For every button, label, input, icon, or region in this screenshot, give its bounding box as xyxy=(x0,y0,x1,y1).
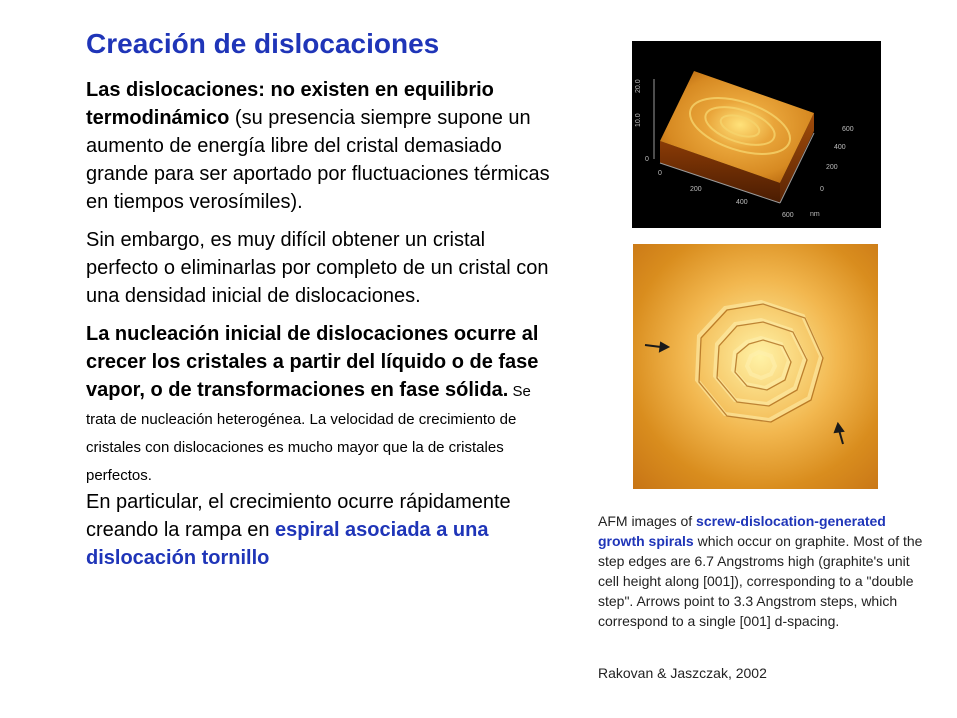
p4-normal: En particular, el crecimiento ocurre rápidamente creando la rampa en xyxy=(86,491,511,541)
credit-line: Rakovan & Jaszczak, 2002 xyxy=(598,665,767,681)
caption-pre: AFM images of xyxy=(598,513,697,529)
x-tick-3: 600 xyxy=(782,212,794,219)
x-tick-0: 0 xyxy=(658,170,662,177)
x-tick-2: 400 xyxy=(736,199,748,206)
p3-bold: La nucleación inicial de dislocaciones ocurre al crecer los cristales a partir del líquido o de fase vapor, o de transformaciones en fase sólida. xyxy=(86,323,539,401)
afm-3d-plot xyxy=(632,41,881,228)
y-tick-1: 200 xyxy=(826,164,838,171)
y-tick-3: 600 xyxy=(842,126,854,133)
body-text xyxy=(86,76,556,572)
paragraph-1 xyxy=(86,76,556,216)
paragraph-2: Sin embargo, es muy difícil obtener un cristal perfecto o eliminarlas por completo de un cristal con una densidad inicial de dislocaciones. xyxy=(86,229,549,307)
z-tick-1: 10.0 xyxy=(635,113,642,127)
x-unit: nm xyxy=(810,211,820,218)
p1-bold: Las dislocaciones: no existen en equilibrio termodinámico xyxy=(86,79,494,129)
spiral-steps xyxy=(633,244,878,489)
z-tick-0: 0 xyxy=(645,156,649,163)
z-tick-2: 20.0 xyxy=(635,79,642,93)
caption-highlight: screw-dislocation-generated growth spirals xyxy=(598,513,886,549)
paragraph-4 xyxy=(86,488,556,572)
x-tick-1: 200 xyxy=(690,186,702,193)
afm-spiral-image xyxy=(633,244,878,489)
p3-small: Se trata de nucleación heterogénea. La velocidad de crecimiento de cristales con dislocaciones es mucho mayor que la de cristales perfectos. xyxy=(86,383,531,484)
p4-highlight: espiral asociada a una dislocación tornillo xyxy=(86,519,489,569)
afm-3d-image xyxy=(632,41,881,228)
slide-title: Creación de dislocaciones xyxy=(86,28,440,59)
paragraph-3 xyxy=(86,320,556,488)
y-tick-0: 0 xyxy=(820,186,824,193)
figure-caption xyxy=(598,511,928,631)
p1-normal: (su presencia siempre supone un aumento de energía libre del cristal demasiado grande para ser aportado por fluctuaciones térmicas en tiempos verosímiles). xyxy=(86,107,550,213)
caption-post: which occur on graphite. Most of the step edges are 6.7 Angstroms high (graphite's unit cell height along [001]), corresponding to a "double step". Arrows point to 3.3 Angstrom steps, which correspond to a single [001] d-spacing. xyxy=(598,533,923,629)
y-tick-2: 400 xyxy=(834,144,846,151)
